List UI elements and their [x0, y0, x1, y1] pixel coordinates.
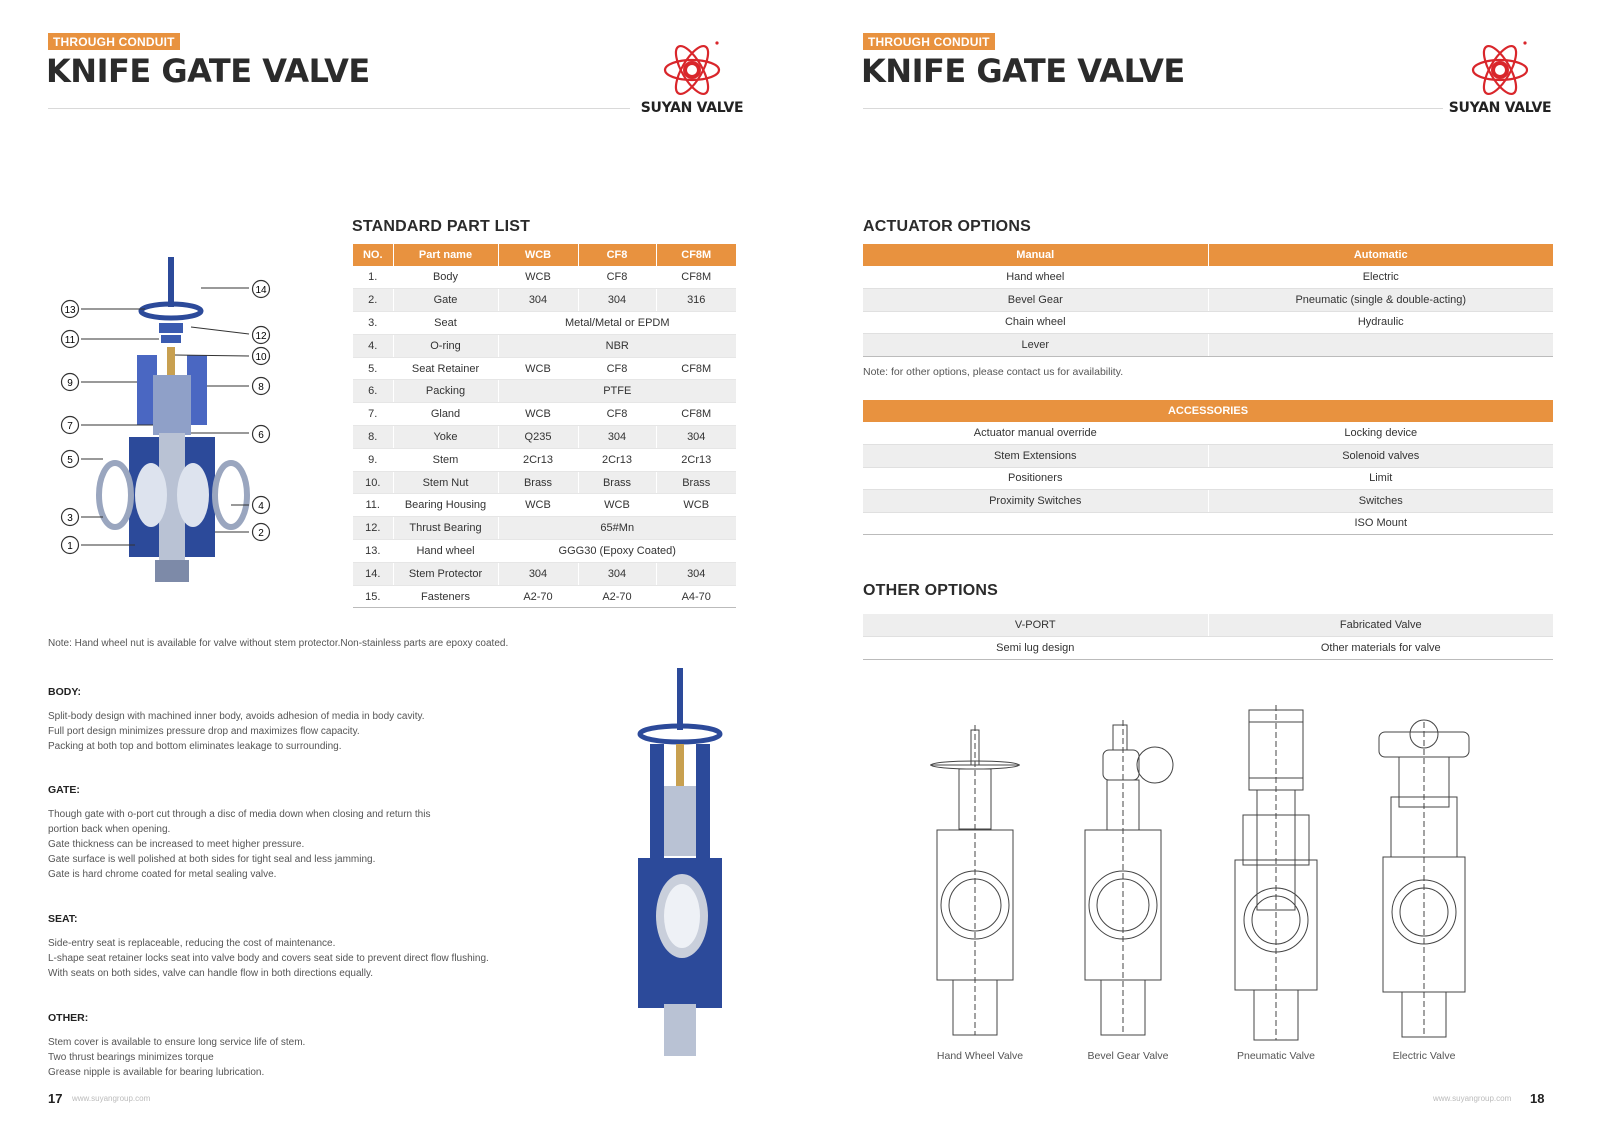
cell-part-name: Hand wheel [393, 540, 498, 563]
callout-label: 2 [258, 528, 264, 539]
atom-logo-icon [1468, 38, 1532, 98]
handwheel-shape [141, 304, 201, 318]
cell-cf8: CF8 [578, 266, 656, 289]
table-row [863, 311, 1553, 334]
header-part-name: Part name [393, 244, 498, 266]
cell-cf8: CF8 [578, 403, 656, 426]
seat-line: L-shape seat retainer locks seat into valve body and covers seat side to prevent direct flow flushing. [48, 953, 489, 964]
cell-cf8m: CF8M [656, 357, 736, 380]
table-row [863, 445, 1553, 468]
cell-accessory: Actuator manual override [863, 422, 1208, 445]
other-line: Grease nipple is available for bearing lubrication. [48, 1067, 265, 1078]
cell-all-materials: PTFE [498, 380, 736, 403]
cell-wcb: WCB [498, 266, 578, 289]
stem-shape [168, 257, 174, 307]
callout-label: 3 [67, 513, 73, 524]
cell-option: Fabricated Valve [1208, 614, 1553, 637]
header-rule [48, 108, 630, 109]
brand-name: SUYAN VALVE [640, 100, 744, 116]
callout-label: 6 [258, 430, 264, 441]
callout-9 [60, 372, 80, 397]
atom-logo-icon [660, 38, 724, 98]
table-row [353, 312, 736, 335]
table-row [863, 422, 1553, 445]
table-row [863, 637, 1553, 660]
page-number: 17 [48, 1091, 63, 1106]
callout-11 [60, 329, 80, 354]
gate-line: Gate is hard chrome coated for metal sealing valve. [48, 869, 277, 880]
cell-cf8m: WCB [656, 494, 736, 517]
gate-section [48, 784, 568, 882]
table-row [863, 490, 1553, 513]
table-row [353, 562, 736, 585]
cell-all-materials: GGG30 (Epoxy Coated) [498, 540, 736, 563]
seat-section [48, 913, 568, 981]
gate-line: Though gate with o-port cut through a disc of media down when closing and return this [48, 809, 431, 820]
gate-line: Gate thickness can be increased to meet higher pressure. [48, 839, 305, 850]
cell-no: 5. [353, 357, 393, 380]
header-accessories: ACCESSORIES [863, 400, 1553, 422]
callout-14 [251, 279, 271, 304]
table-row [863, 512, 1553, 535]
table-row [353, 540, 736, 563]
cell-automatic: Electric [1208, 266, 1553, 289]
electric-valve-drawing [1369, 712, 1479, 1042]
cell-no: 11. [353, 494, 393, 517]
cell-no: 6. [353, 380, 393, 403]
other-heading: OTHER: [48, 1012, 89, 1024]
cell-all-materials: Metal/Metal or EPDM [498, 312, 736, 335]
cell-part-name: Stem Protector [393, 562, 498, 585]
table-row [353, 471, 736, 494]
table-header-row [863, 400, 1553, 422]
cell-no: 9. [353, 448, 393, 471]
table-row [353, 380, 736, 403]
header-no: NO. [353, 244, 393, 266]
table-row [353, 517, 736, 540]
body-section [48, 686, 568, 754]
cell-accessory: Solenoid valves [1208, 445, 1553, 468]
table-row [863, 289, 1553, 312]
cell-cf8: 304 [578, 562, 656, 585]
brand-name: SUYAN VALVE [1448, 100, 1552, 116]
header-rule [863, 108, 1443, 109]
cell-accessory: Proximity Switches [863, 490, 1208, 513]
right-page [800, 0, 1600, 1142]
cell-accessory: Switches [1208, 490, 1553, 513]
cell-part-name: Fasteners [393, 585, 498, 608]
body-line: Full port design minimizes pressure drop and maximizes flow capacity. [48, 726, 360, 737]
seat-line: Side-entry seat is replaceable, reducing the cost of maintenance. [48, 938, 336, 949]
cell-accessory: Positioners [863, 467, 1208, 490]
callout-label: 9 [67, 378, 73, 389]
accessories-table [863, 400, 1553, 535]
table-row [863, 334, 1553, 357]
page-title: KNIFE GATE VALVE [46, 52, 370, 90]
callout-13 [60, 299, 80, 324]
cell-cf8m: A4-70 [656, 585, 736, 608]
cell-cf8: Brass [578, 471, 656, 494]
table-row [863, 266, 1553, 289]
part-list-title: STANDARD PART LIST [352, 218, 531, 235]
cell-part-name: Packing [393, 380, 498, 403]
cell-cf8m: 2Cr13 [656, 448, 736, 471]
callout-label: 14 [255, 285, 267, 296]
cell-accessory [863, 512, 1208, 535]
seat-line: With seats on both sides, valve can handle flow in both directions equally. [48, 968, 373, 979]
cell-part-name: Seat Retainer [393, 357, 498, 380]
other-line: Stem cover is available to ensure long service life of stem. [48, 1037, 306, 1048]
callout-label: 12 [255, 331, 267, 342]
cell-manual: Hand wheel [863, 266, 1208, 289]
cell-part-name: Seat [393, 312, 498, 335]
table-row [353, 266, 736, 289]
table-row [353, 357, 736, 380]
table-header-row [863, 244, 1553, 266]
hand-wheel-note: Note: Hand wheel nut is available for valve without stem protector.Non-stainless parts are epoxy coated. [48, 638, 509, 649]
cell-cf8m: 304 [656, 562, 736, 585]
brand-logo [1440, 38, 1560, 124]
page-title: KNIFE GATE VALVE [861, 52, 1185, 90]
cell-manual: Bevel Gear [863, 289, 1208, 312]
cell-wcb: Q235 [498, 426, 578, 449]
actuator-note: Note: for other options, please contact us for availability. [863, 366, 1124, 378]
callout-5 [60, 449, 80, 474]
other-section [48, 1012, 568, 1080]
part-list-table [353, 244, 736, 608]
cell-accessory: ISO Mount [1208, 512, 1553, 535]
cell-manual: Lever [863, 334, 1208, 357]
cell-no: 12. [353, 517, 393, 540]
cell-wcb: WCB [498, 357, 578, 380]
callout-label: 11 [64, 335, 76, 346]
cell-accessory: Limit [1208, 467, 1553, 490]
cell-no: 2. [353, 289, 393, 312]
table-row [353, 289, 736, 312]
table-header-row [353, 244, 736, 266]
body-line: Split-body design with machined inner body, avoids adhesion of media in body cavity. [48, 711, 425, 722]
header-cf8: CF8 [578, 244, 656, 266]
seat-heading: SEAT: [48, 913, 78, 925]
cell-no: 10. [353, 471, 393, 494]
caption-pneumatic-valve: Pneumatic Valve [1236, 1050, 1315, 1062]
hand-wheel-valve-drawing [925, 705, 1035, 1040]
assembled-valve-image [630, 668, 730, 1058]
body-line: Packing at both top and bottom eliminates leakage to surrounding. [48, 741, 342, 752]
header-cf8m: CF8M [656, 244, 736, 266]
callout-2 [251, 522, 271, 547]
cell-wcb: WCB [498, 403, 578, 426]
actuator-options-table [863, 244, 1553, 357]
cell-automatic: Hydraulic [1208, 311, 1553, 334]
pneumatic-valve-drawing [1221, 700, 1331, 1045]
cell-no: 3. [353, 312, 393, 335]
cell-wcb: Brass [498, 471, 578, 494]
cell-part-name: Yoke [393, 426, 498, 449]
table-row [353, 448, 736, 471]
table-row [863, 614, 1553, 637]
cell-all-materials: 65#Mn [498, 517, 736, 540]
section-tag: THROUGH CONDUIT [863, 33, 995, 50]
cell-part-name: Gland [393, 403, 498, 426]
cell-cf8: A2-70 [578, 585, 656, 608]
cell-option: Semi lug design [863, 637, 1208, 660]
other-options-title: OTHER OPTIONS [863, 582, 999, 599]
cell-accessory: Stem Extensions [863, 445, 1208, 468]
cell-no: 15. [353, 585, 393, 608]
cell-option: V-PORT [863, 614, 1208, 637]
cell-option: Other materials for valve [1208, 637, 1553, 660]
website-url[interactable]: www.suyangroup.com [1433, 1094, 1512, 1103]
callout-4 [251, 495, 271, 520]
header-manual: Manual [863, 244, 1208, 266]
cell-no: 7. [353, 403, 393, 426]
cell-cf8m: 316 [656, 289, 736, 312]
cell-wcb: A2-70 [498, 585, 578, 608]
gate-heading: GATE: [48, 784, 80, 796]
callout-label: 8 [258, 382, 264, 393]
other-line: Two thrust bearings minimizes torque [48, 1052, 214, 1063]
website-url[interactable]: www.suyangroup.com [72, 1094, 151, 1103]
callout-label: 7 [67, 421, 73, 432]
callout-7 [60, 415, 80, 440]
callout-label: 13 [64, 305, 76, 316]
cell-part-name: Thrust Bearing [393, 517, 498, 540]
cell-cf8: 304 [578, 426, 656, 449]
callout-label: 1 [67, 541, 73, 552]
cell-no: 13. [353, 540, 393, 563]
callout-label: 10 [255, 352, 267, 363]
header-automatic: Automatic [1208, 244, 1553, 266]
cell-wcb: 304 [498, 562, 578, 585]
gate-line: portion back when opening. [48, 824, 171, 835]
cell-manual: Chain wheel [863, 311, 1208, 334]
cell-part-name: Bearing Housing [393, 494, 498, 517]
body-heading: BODY: [48, 686, 82, 698]
cell-part-name: Stem [393, 448, 498, 471]
table-row [863, 467, 1553, 490]
gate-line: Gate surface is well polished at both sides for tight seal and less jamming. [48, 854, 376, 865]
table-row [353, 334, 736, 357]
cell-cf8: WCB [578, 494, 656, 517]
cell-wcb: 304 [498, 289, 578, 312]
callout-label: 5 [67, 455, 73, 466]
cell-cf8: 2Cr13 [578, 448, 656, 471]
cell-part-name: Gate [393, 289, 498, 312]
cell-no: 14. [353, 562, 393, 585]
caption-electric-valve: Electric Valve [1392, 1050, 1456, 1062]
cell-cf8m: Brass [656, 471, 736, 494]
cell-wcb: 2Cr13 [498, 448, 578, 471]
cell-cf8: 304 [578, 289, 656, 312]
brand-logo [632, 38, 752, 124]
cell-all-materials: NBR [498, 334, 736, 357]
cell-part-name: Stem Nut [393, 471, 498, 494]
callout-10 [251, 346, 271, 371]
callout-3 [60, 507, 80, 532]
callout-8 [251, 376, 271, 401]
cell-no: 1. [353, 266, 393, 289]
cell-part-name: O-ring [393, 334, 498, 357]
caption-hand-wheel-valve: Hand Wheel Valve [936, 1050, 1024, 1062]
cell-no: 8. [353, 426, 393, 449]
table-row [353, 426, 736, 449]
table-row [353, 403, 736, 426]
cell-no: 4. [353, 334, 393, 357]
table-row [353, 494, 736, 517]
section-tag: THROUGH CONDUIT [48, 33, 180, 50]
page-number: 18 [1530, 1091, 1545, 1106]
cell-wcb: WCB [498, 494, 578, 517]
callout-1 [60, 535, 80, 560]
cell-cf8m: 304 [656, 426, 736, 449]
bevel-gear-valve-drawing [1073, 705, 1183, 1040]
cell-automatic [1208, 334, 1553, 357]
cell-cf8: CF8 [578, 357, 656, 380]
other-options-table [863, 614, 1553, 660]
cell-automatic: Pneumatic (single & double-acting) [1208, 289, 1553, 312]
header-wcb: WCB [498, 244, 578, 266]
cell-accessory: Locking device [1208, 422, 1553, 445]
caption-bevel-gear-valve: Bevel Gear Valve [1087, 1050, 1169, 1062]
cell-cf8m: CF8M [656, 403, 736, 426]
cell-part-name: Body [393, 266, 498, 289]
actuator-options-title: ACTUATOR OPTIONS [863, 218, 1031, 235]
callout-6 [251, 424, 271, 449]
callout-label: 4 [258, 501, 264, 512]
cell-cf8m: CF8M [656, 266, 736, 289]
table-row [353, 585, 736, 608]
